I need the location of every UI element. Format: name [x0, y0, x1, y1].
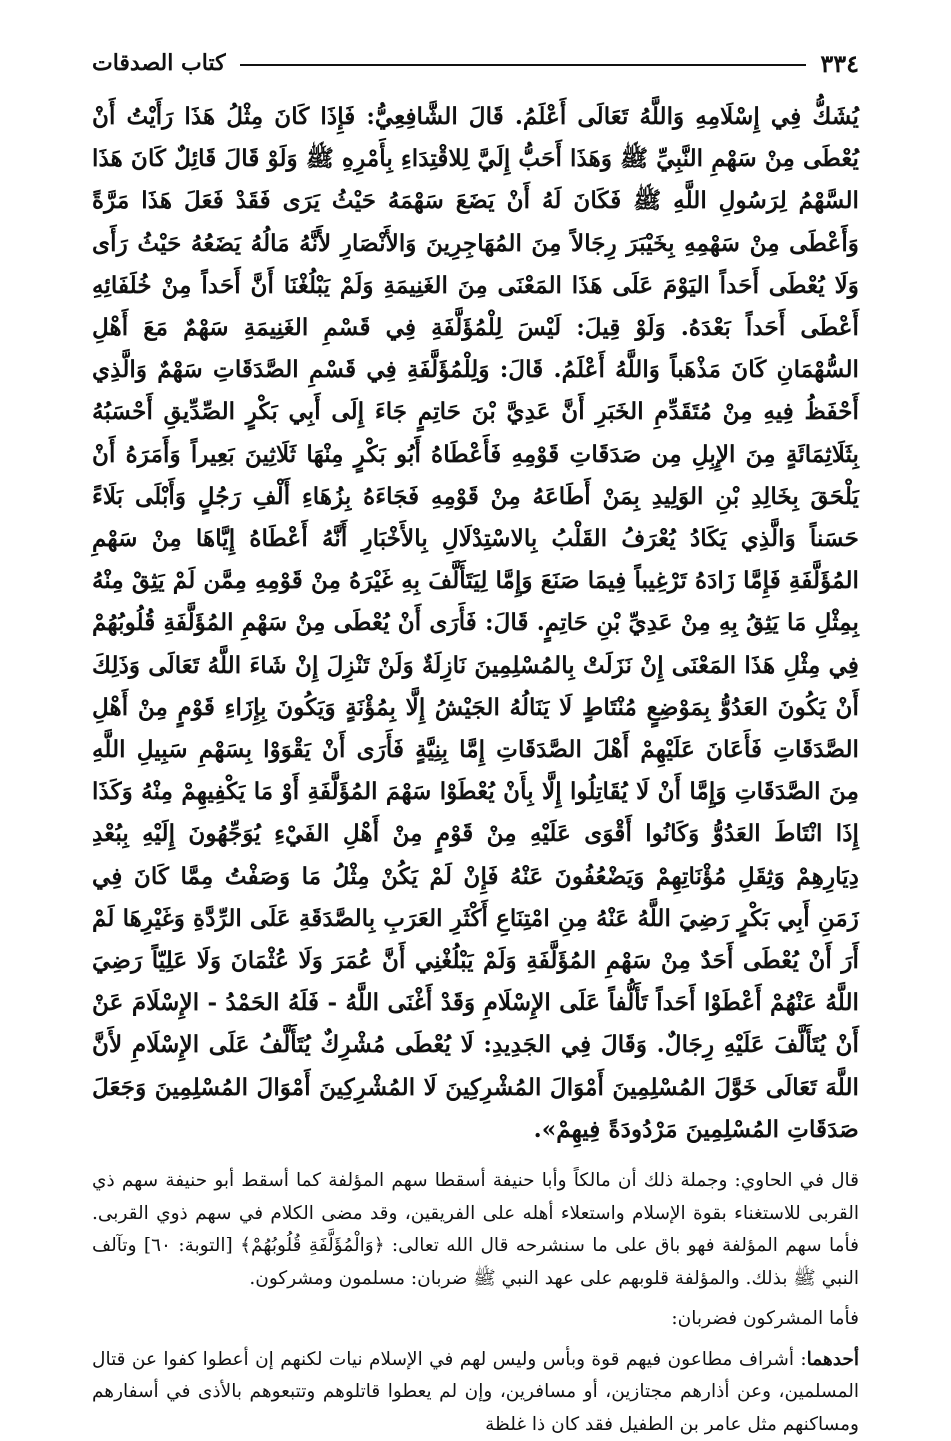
commentary-paragraph-1: قال في الحاوي: وجملة ذلك أن مالكاً وأبا حنيفة أسقطا سهم المؤلفة كما أسقط أبو حنيفة سهم ذي القربى للاستغناء بقوة الإسلام واستعلاء أهله على الفريقين، وقد مضى الكلام في سهم ذوي القربى. فأما سهم المؤلفة فهو باق على ما سنشرحه قال الله تعالى: ﴿وَالْمُؤَلَّفَةِ قُلُوبُهُمْ﴾ [التوبة: ٦٠] وتآلف النبي ﷺ بذلك. والمؤلفة قلوبهم على عهد النبي ﷺ ضربان: مسلمون ومشركون. [92, 1170, 859, 1289]
main-text-block: يُشَكُّ فِي إِسْلَامِهِ وَاللَّهُ تَعَالَى أَعْلَمُ. قَالَ الشَّافِعِيُّ: فَإِذَا كَانَ مِثْلُ هَذَا رَأَيْتُ أَنْ يُعْطَى مِنْ سَهْمِ النَّبِيِّ ﷺ وَهَذَا أَحَبُّ إِلَيَّ لِلاقْتِدَاءِ بِأَمْرِهِ ﷺ وَلَوْ قَالَ قَائِلٌ كَانَ هَذَا السَّهْمُ لِرَسُولِ اللَّهِ ﷺ فَكَانَ لَهُ أَنْ يَضَعَ سَهْمَهُ حَيْثُ يَرَى فَقَدْ فَعَلَ هَذَا مَرَّةً وَأَعْطَى مِنْ سَهْمِهِ بِخَيْبَرَ رِجَالاً مِنَ المُهَاجِرِينَ وَالأَنْصَارِ لأَنَّهُ مَالُهُ يَضَعُهُ حَيْثُ رَأَى وَلَا يُعْطَى أَحَداً اليَوْمَ عَلَى هَذَا المَعْنَى مِنَ الغَنِيمَةِ وَلَمْ يَبْلُغْنَا أَنَّ أَحَداً مِنْ خُلَفَائِهِ أَعْطَى أَحَداً بَعْدَهُ. وَلَوْ قِيلَ: لَيْسَ لِلْمُؤَلَّفَةِ فِي قَسْمِ الغَنِيمَةِ سَهْمٌ مَعَ أَهْلِ السُّهْمَانِ كَانَ مَذْهَباً وَاللَّهُ أَعْلَمُ. قَالَ: وَلِلْمُؤَلَّفَةِ فِي قَسْمِ الصَّدَقَاتِ سَهْمٌ وَالَّذِي أَحْفَظُ فِيهِ مِنْ مُتَقَدِّمِ الخَبَرِ أَنَّ عَدِيَّ بْنَ حَاتِمٍ جَاءَ إِلَى أَبِي بَكْرٍ الصِّدِّيقِ أَحْسَبُهُ بِثَلَاثِمَائَةٍ مِنَ الإِبِلِ مِن صَدَقَاتِ قَوْمِهِ فَأَعْطَاهُ أَبُو بَكْرٍ مِنْهَا ثَلَاثِينَ بَعِيراً وَأَمَرَهُ أَنْ يَلْحَقَ بِخَالِدِ بْنِ الوَلِيدِ بِمَنْ أَطَاعَهُ مِنْ قَوْمِهِ فَجَاءَهُ بِزُهَاءِ أَلْفِ رَجُلٍ وَأَبْلَى بَلَاءً حَسَناً وَالَّذِي يَكَادُ يُعْرَفُ القَلْبُ بِالاسْتِدْلَالِ بِالأَخْبَارِ أَنَّهُ أَعْطَاهُ إِيَّاهَا مِنْ سَهْمِ المُؤَلَّفَةِ فَإِمَّا زَادَهُ تَرْغِيباً فِيمَا صَنَعَ وَإِمَّا لِيَتَأَلَّفَ بِهِ غَيْرَهُ مِنْ قَوْمِهِ مِمَّن لَمْ يَثِقْ مِنْهُ بِمِثْلِ مَا يَثِقُ بِهِ مِنْ عَدِيِّ بْنِ حَاتِمٍ. قَالَ: فَأَرَى أَنْ يُعْطَى مِنْ سَهْمِ المُؤَلَّفَةِ قُلُوبُهُمْ فِي مِثْلِ هَذَا المَعْنَى إِنْ نَزَلَتْ بِالمُسْلِمِينَ نَازِلَةٌ وَلَنْ تَنْزِلَ إِنْ شَاءَ اللَّهُ تَعَالَى وَذَلِكَ أَنْ يَكُونَ العَدُوُّ بِمَوْضِعٍ مُنْتَاطٍ لَا يَنَالُهُ الجَيْشُ إِلَّا بِمُؤْنَةٍ وَيَكُونَ بِإِزَاءِ قَوْمٍ مِنْ أَهْلِ الصَّدَقَاتِ فَأَعَانَ عَلَيْهِمْ أَهْلَ الصَّدَقَاتِ إِمَّا بِنِيَّةٍ فَأَرَى أَنْ يَقْوَوْا بِسَهْمِ سَبِيلِ اللَّهِ مِنَ الصَّدَقَاتِ وَإِمَّا أَنْ لَا يُقَاتِلُوا إِلَّا بِأَنْ يُعْطَوْا سَهْمَ المُؤَلَّفَةِ أَوْ مَا يَكْفِيهِمْ مِنْهُ وَكَذَا إِذَا انْتَاطَ العَدُوُّ وَكَانُوا أَقْوَى عَلَيْهِ مِنْ قَوْمٍ مِنْ أَهْلِ الفَيْءِ يُوَجِّهُونَ إِلَيْهِ بِبُعْدِ دِيَارِهِمْ وَثِقَلِ مُؤْنَاتِهِمْ وَيَضْعُفُونَ عَنْهُ فَإِنْ لَمْ يَكُنْ مِثْلُ مَا وَصَفْتُ مِمَّا كَانَ فِي زَمَنِ أَبِي بَكْرٍ رَضِيَ اللَّهُ عَنْهُ مِنِ امْتِنَاعِ أَكْثَرِ العَرَبِ بِالصَّدَقَةِ عَلَى الرِّدَّةِ وَغَيْرِهَا لَمْ أَرَ أَنْ يُعْطَى أَحَدٌ مِنْ سَهْمِ المُؤَلَّفَةِ وَلَمْ يَبْلُغْنِي أَنَّ عُمَرَ وَلَا عُثْمَانَ وَلَا عَلِيّاً رَضِيَ اللَّهُ عَنْهُمْ أَعْطَوْا أَحَداً تَأَلُّفاً عَلَى الإِسْلَامِ وَقَدْ أَغْنَى اللَّهُ - فَلَهُ الحَمْدُ - الإِسْلَامَ عَنْ أَنْ يُتَأَلَّفَ عَلَيْهِ رِجَالٌ. وَقَالَ فِي الجَدِيدِ: لَا يُعْطَى مُشْرِكٌ يُتَأَلَّفُ عَلَى الإِسْلَامِ لأَنَّ اللَّهَ تَعَالَى خَوَّلَ المُسْلِمِينَ أَمْوَالَ المُشْرِكِينَ لَا المُشْرِكِينَ أَمْوَالَ المُسْلِمِينَ وَجَعَلَ صَدَقَاتِ المُسْلِمِينَ مَرْدُودَةً فِيهِمْ». [92, 103, 859, 1143]
paragraph-3-text: : أشراف مطاعون فيهم قوة وبأس وليس لهم في الإسلام نيات لكنهم إن أعطوا كفوا عن قتال المسلمين، وعن أذارهم مجتازين، أو مسافرين، وإن لم يعطوا قاتلوهم وتتبعوهم بالأذى في أسفارهم ومساكنهم مثل عامر بن الطفيل فقد كان ذا غلظة [92, 1348, 859, 1435]
paragraph-lead-word: أحدهما [806, 1348, 859, 1370]
commentary-section [92, 1165, 859, 1441]
header-rule [240, 64, 807, 66]
book-title: كتاب الصدقات [92, 50, 226, 76]
commentary-paragraph-2: فأما المشركون فضربان: [671, 1308, 859, 1330]
page-header [92, 44, 859, 82]
commentary-paragraph-3 [92, 1344, 859, 1441]
page-number: ٣٣٤ [820, 48, 859, 78]
